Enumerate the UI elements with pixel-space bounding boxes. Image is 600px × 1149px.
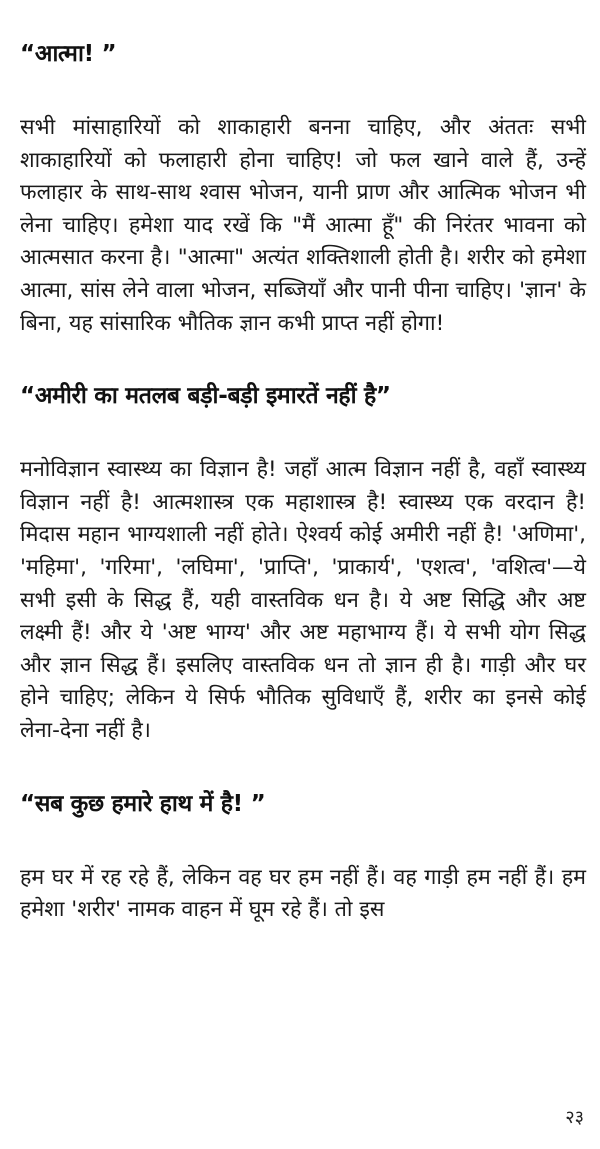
section-heading-atma: “आत्मा! ” [20,41,117,67]
section-heading-amiri: “अमीरी का मतलब बड़ी-बड़ी इमारतें नहीं है” [20,383,391,410]
page-number: २३ [565,1107,584,1128]
section-paragraph-atma: सभी मांसाहारियों को शाकाहारी बनना चाहिए, और अंततः सभी शाकाहारियों को फलाहारी होना चाहिए! जो फल खाने वाले हैं, उन्हें फलाहार के साथ-साथ श्वास भोजन, यानी प्राण और आत्मिक भोजन भी लेना चाहिए। हमेशा याद रखें कि "मैं आत्मा हूँ" की निरंतर भावना को आत्मसात करना है। "आत्मा" अत्यंत शक्तिशाली होती है। शरीर को हमेशा आत्मा, सांस लेने वाला भोजन, सब्जियाँ और पानी पीना चाहिए। 'ज्ञान' के बिना, यह सांसारिक भौतिक ज्ञान कभी प्राप्त नहीं होगा! [20,115,586,336]
section-paragraph-sab-kuch: हम घर में रह रहे हैं, लेकिन वह घर हम नहीं हैं। वह गाड़ी हम नहीं हैं। हम हमेशा 'शरीर' नामक वाहन में घूम रहे हैं। तो इस [20,864,586,923]
section-heading-sab-kuch: “सब कुछ हमारे हाथ में है! ” [20,790,266,817]
section-paragraph-amiri: मनोविज्ञान स्वास्थ्य का विज्ञान है! जहाँ आत्म विज्ञान नहीं है, वहाँ स्वास्थ्य विज्ञान नहीं है! आत्मशास्त्र एक महाशास्त्र है! स्वास्थ्य एक वरदान है! मिदास महान भाग्यशाली नहीं होते। ऐश्वर्य कोई अमीरी नहीं है! 'अणिमा', 'महिमा', 'गरिमा', 'लघिमा', 'प्राप्ति', 'प्राकार्य', 'एशत्व', 'वशित्व'—ये सभी इसी के सिद्ध हैं, यही वास्तविक धन है। ये अष्ट सिद्धि और अष्ट लक्ष्मी हैं! और ये 'अष्ट भाग्य' और अष्ट महाभाग्य हैं। ये सभी योग सिद्ध और ज्ञान सिद्ध हैं। इसलिए वास्तविक धन तो ज्ञान ही है। गाड़ी और घर होने चाहिए; लेकिन ये सिर्फ भौतिक सुविधाएँ हैं, शरीर का इनसे कोई लेना-देना नहीं है। [20,457,586,743]
